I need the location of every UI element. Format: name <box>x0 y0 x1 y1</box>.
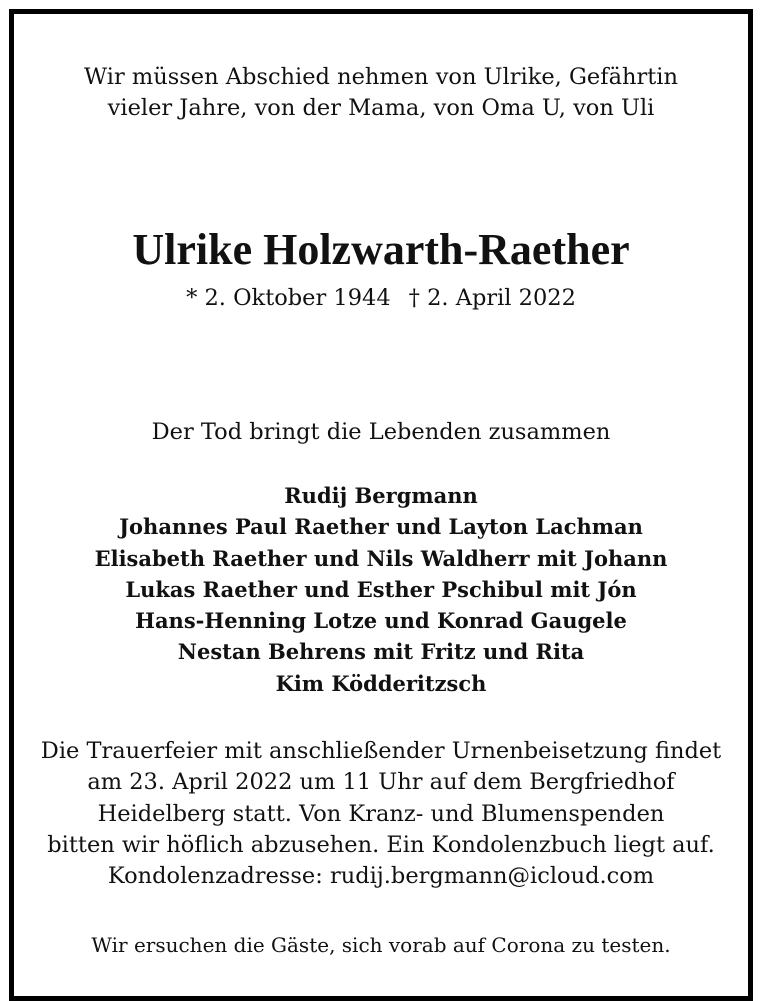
ceremony-line: Die Trauerfeier mit anschließender Urnenbeisetzung findet <box>40 738 722 764</box>
birth-date: * 2. Oktober 1944 <box>186 285 391 311</box>
death-date: † 2. April 2022 <box>408 285 576 311</box>
intro-line: Wir müssen Abschied nehmen von Ulrike, Gefährtin <box>84 64 678 90</box>
deceased-name: Ulrike Holzwarth-Raether <box>132 225 630 274</box>
mourner-name: Lukas Raether und Esther Pschibul mit Jón <box>125 576 637 602</box>
mourner-name: Rudij Bergmann <box>284 483 478 508</box>
mourners-list <box>14 480 748 699</box>
mourner-name: Nestan Behrens mit Fritz und Rita <box>177 639 585 665</box>
ceremony-info <box>14 736 748 892</box>
mourner-name: Elisabeth Raether und Nils Waldherr mit Johann <box>94 545 668 571</box>
intro-line: vieler Jahre, von der Mama, von Oma U, von Uli <box>107 95 655 121</box>
ceremony-line: Heidelberg statt. Von Kranz- und Blumenspenden <box>97 800 665 827</box>
life-dates <box>14 282 748 314</box>
intro-text <box>14 62 748 124</box>
condolence-address: Kondolenzadresse: rudij.bergmann@icloud.com <box>107 863 655 890</box>
mourner-name: Kim Ködderitzsch <box>275 670 487 696</box>
mourner-name: Hans-Henning Lotze und Konrad Gaugele <box>135 608 627 634</box>
closing-note: Wir ersuchen die Gäste, sich vorab auf Corona zu testen. <box>91 933 671 957</box>
notice-border-frame <box>9 9 753 1001</box>
motto: Der Tod bringt die Lebenden zusammen <box>151 419 611 445</box>
ceremony-line: am 23. April 2022 um 11 Uhr auf dem Bergfriedhof <box>87 769 675 796</box>
ceremony-line: bitten wir höflich abzusehen. Ein Kondolenzbuch liegt auf. <box>47 831 715 858</box>
mourner-name: Johannes Paul Raether und Layton Lachman <box>119 514 643 540</box>
